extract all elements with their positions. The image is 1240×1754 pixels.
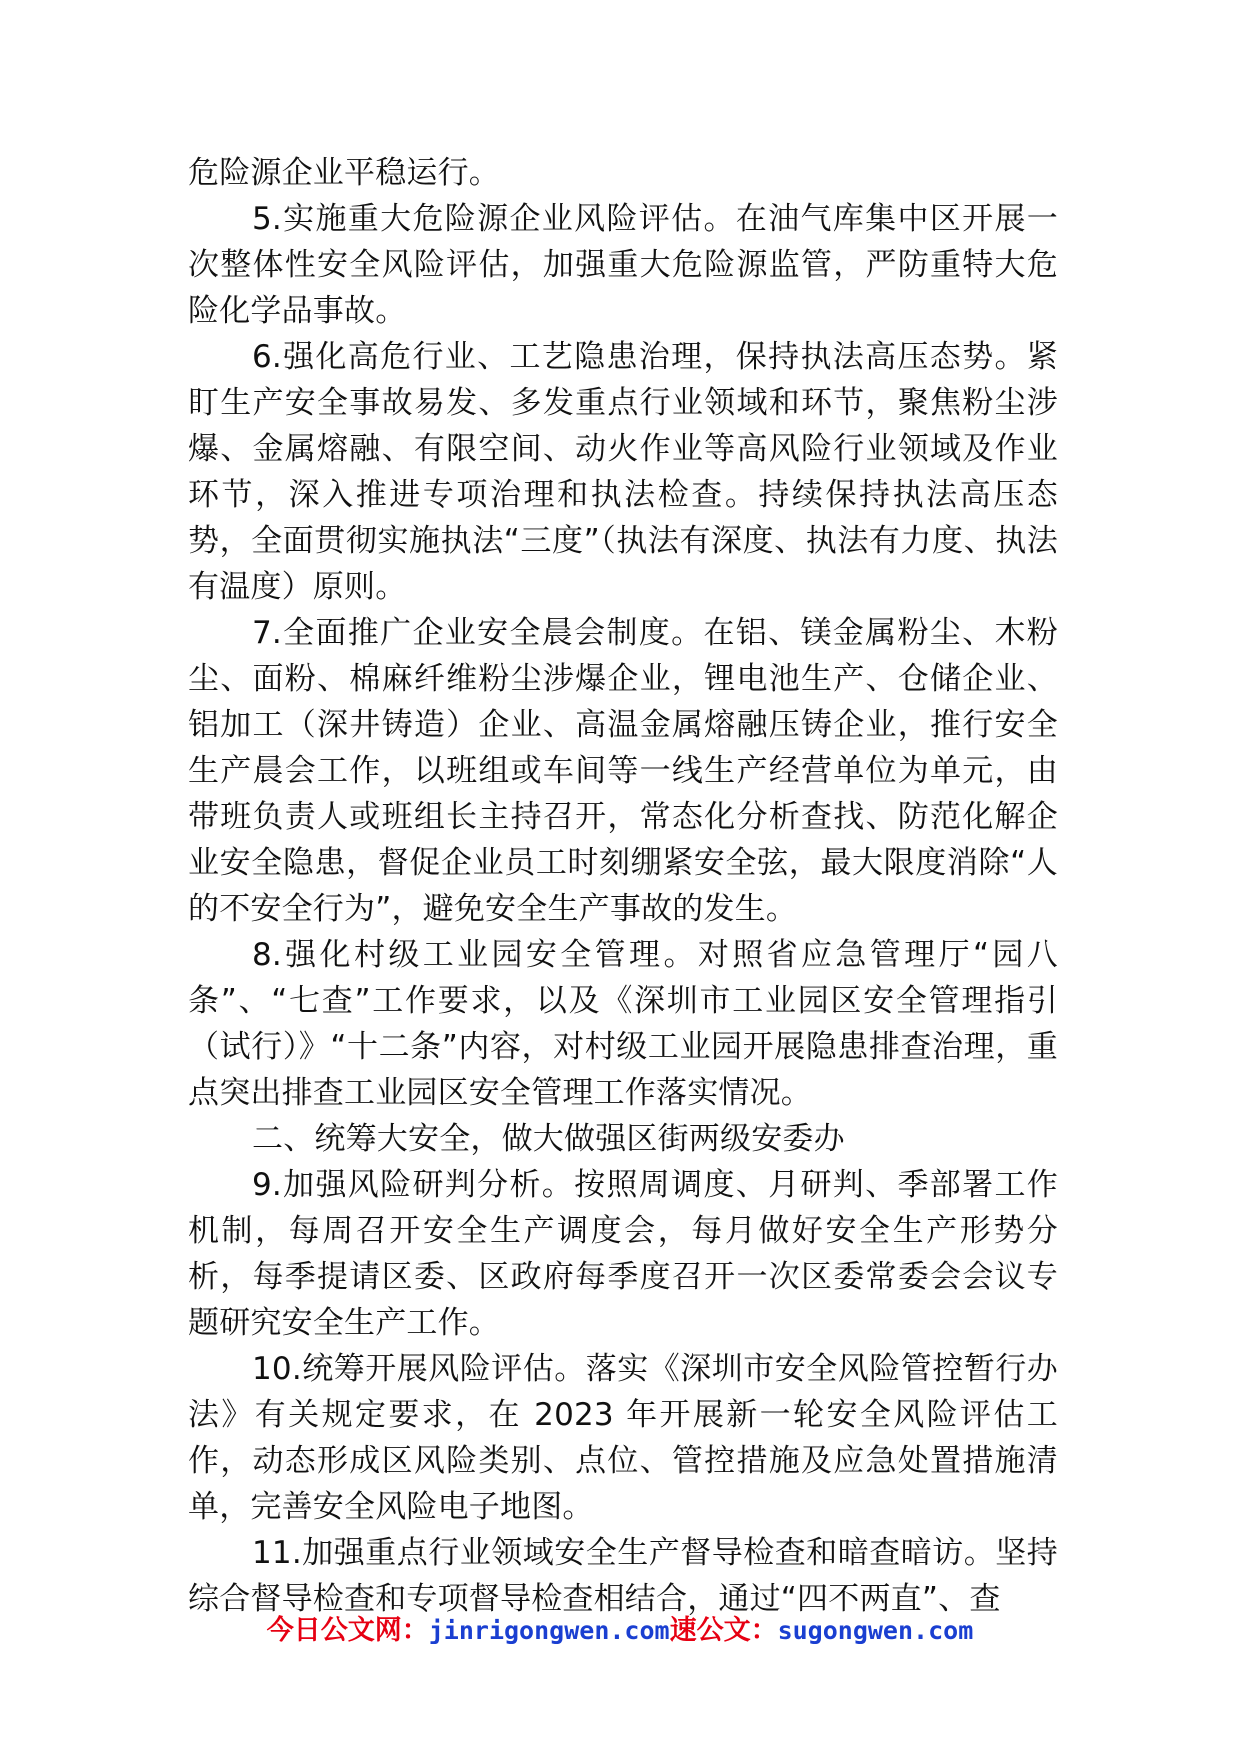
document-body (188, 150, 1058, 1622)
paragraph-continuation: 危险源企业平稳运行。 (188, 155, 500, 191)
paragraph-item-9: 9.加强风险研判分析。按照周调度、月研判、季部署工作机制，每周召开安全生产调度会，每月做好安全生产形势分析，每季提请区委、区政府每季度召开一次区委常委会会议专题研究安全生产工作。 (188, 1167, 1058, 1341)
footer-site-url-1[interactable]: jinrigongwen.com (428, 1616, 670, 1645)
paragraph-item-6: 6.强化高危行业、工艺隐患治理，保持执法高压态势。紧盯生产安全事故易发、多发重点行业领域和环节，聚焦粉尘涉爆、金属熔融、有限空间、动火作业等高风险行业领域及作业环节，深入推进专项治理和执法检查。持续保持执法高压态势，全面贯彻实施执法“三度”（执法有深度、执法有力度、执法有温度）原则。 (188, 339, 1058, 605)
section-heading-2: 二、统筹大安全，做大做强区街两级安委办 (252, 1121, 845, 1157)
paragraph-item-8: 8.强化村级工业园安全管理。对照省应急管理厅“园八条”、“七查”工作要求，以及《深圳市工业园区安全管理指引（试行）》“十二条”内容，对村级工业园开展隐患排查治理，重点突出排查工业园区安全管理工作落实情况。 (188, 937, 1058, 1111)
paragraph-item-10: 10.统筹开展风险评估。落实《深圳市安全风险管控暂行办法》有关规定要求，在 2023 年开展新一轮安全风险评估工作，动态形成区风险类别、点位、管控措施及应急处置措施清单，完善安全风险电子地图。 (188, 1351, 1058, 1525)
watermark-footer (0, 1608, 1240, 1647)
paragraph-item-5: 5.实施重大危险源企业风险评估。在油气库集中区开展一次整体性安全风险评估，加强重大危险源监管，严防重特大危险化学品事故。 (188, 201, 1058, 329)
footer-site-label-1: 今日公文网： (266, 1615, 429, 1646)
paragraph-item-7: 7.全面推广企业安全晨会制度。在铝、镁金属粉尘、木粉尘、面粉、棉麻纤维粉尘涉爆企业，锂电池生产、仓储企业、铝加工（深井铸造）企业、高温金属熔融压铸企业，推行安全生产晨会工作，以班组或车间等一线生产经营单位为单元，由带班负责人或班组长主持召开，常态化分析查找、防范化解企业安全隐患，督促企业员工时刻绷紧安全弦，最大限度消除“人的不安全行为”，避免安全生产事故的发生。 (188, 615, 1058, 927)
footer-site-url-2[interactable]: sugongwen.com (777, 1616, 974, 1645)
paragraph-item-11: 11.加强重点行业领域安全生产督导检查和暗查暗访。坚持综合督导检查和专项督导检查相结合，通过“四不两直”、查 (188, 1535, 1058, 1617)
footer-site-label-2: 速公文： (669, 1615, 778, 1646)
